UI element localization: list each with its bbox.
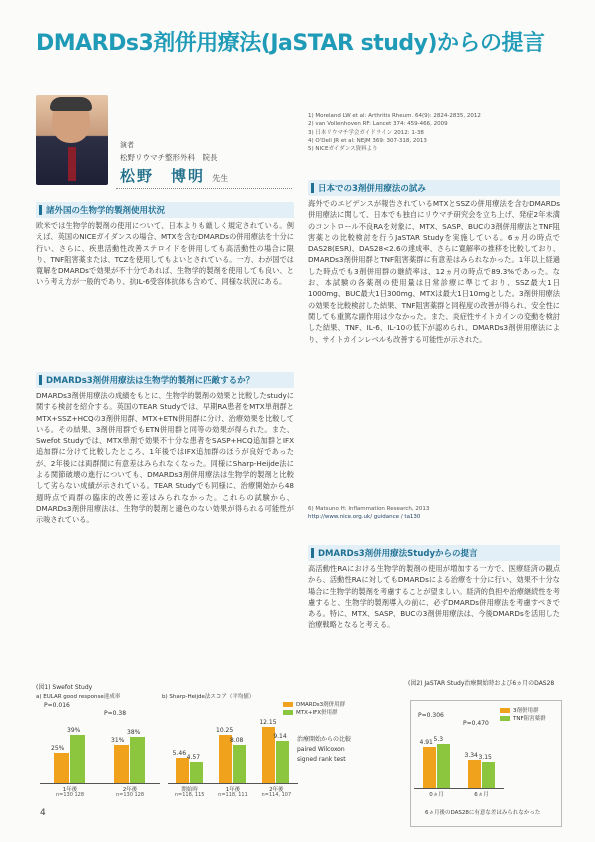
bar [114, 745, 129, 783]
section-body: 高活動性RAにおける生物学的製剤の使用が増加する一方で、医療経済の観点から、活動性RAに対してもDMARDsによる治療を十分に行い、効果不十分な場合に生物学的製剤を考慮することが望ましい。経済的負担や治療継続性を考慮すると、生物学的製剤導入の前に、必ずDMARDs併用療法を考慮すべきである。特に、MTX、SASP、BUCの3剤併用療法は、今後DMARDsを活用した治療戦略となると考える。 [308, 564, 560, 630]
x-axis [168, 783, 298, 784]
data-label: 3.15 [478, 753, 492, 761]
section-body: 海外でのエビデンスが報告されているMTXとSSZの併用療法を含むDMARDs併用療法に関して、日本でも独自にリウマチ研究会を立ち上げ、発症2年未満のコントロール不良RAを対象に、MTX、SASP、BUCの3剤併用療法とTNF阻害薬との比較検討を行うJaSTAR Studyを実施している。6ヵ月の時点でDAS28(ESR)、DAS28<2.6の達成率、さらに寛解率の推移を比較しており、DMARDs3剤併用群とTNF阻害薬群に有意差はみられなかった。1年以上経過した時点でも3剤併用群の継続率は、12ヵ月の時点で89.3%であった。なお、本試験の各薬剤の使用量は日常診療に準じており、SSZ最大1日1000mg、BUC最大1日300mg、MTXは最大1日10mgとした。3剤併用療法の効果を比較検討した結果、TNF阻害薬群と同程度の改善が得られ、安全性に関しても重篤な副作用は少なかった。また、炎症性サイトカインの変動を検討した結果、TNF、IL-6、IL-10の低下が認められ、DMARDs3剤併用療法により、サイトカインレベルも改善する可能性が示された。 [308, 199, 560, 344]
author-suffix: 先生 [212, 174, 229, 183]
fig2-legend [500, 706, 546, 722]
data-label: 4.57 [186, 753, 201, 761]
p-value-label: P=0.38 [104, 710, 127, 717]
bar [423, 747, 436, 788]
tick-note: n=130 128 [115, 792, 145, 798]
data-label: 5.46 [172, 749, 187, 757]
bar [233, 745, 246, 783]
legend-label: DMARDs3剤併用群 [296, 702, 346, 708]
fig1-sub-a: a) EULAR good response達成率 [36, 694, 121, 700]
data-label: 12.15 [259, 718, 277, 726]
reference-item: 6) Matsuno H: Inflammation Research, 2013 [308, 506, 430, 512]
page-title: DMARDs3剤併用療法(JaSTAR study)からの提言 [36, 31, 545, 56]
section-heading: 諸外国の生物学的製剤使用状況 [36, 202, 294, 218]
legend-item [500, 706, 546, 714]
fig1-sub-b: b) Sharp-Heijde法スコア（平均値） [162, 694, 255, 700]
fig1-caption: (図1) Swefot Study [36, 684, 93, 691]
author-name [120, 165, 228, 186]
references-extra [308, 505, 560, 522]
bar [190, 762, 203, 783]
chart-fig2 [414, 712, 504, 800]
reference-item: 1) Moreland LW et al: Arthritis Rheum. 64(9): 2824-2835, 2012 [308, 113, 481, 119]
data-label: 3.34 [464, 752, 478, 760]
bar [482, 762, 495, 788]
data-label: 4.91 [419, 739, 433, 747]
tick-label: 1年後 [225, 787, 241, 793]
tick-label: 0ヵ月 [429, 792, 444, 798]
tick-note: n=130 128 [55, 792, 85, 798]
author-photo [36, 95, 108, 185]
section-heading: DMARDs3剤併用療法Studyからの提言 [308, 545, 560, 561]
p-value-label: P=0.306 [418, 712, 444, 719]
tick-note: n=118, 115 [174, 792, 205, 798]
bar [130, 737, 145, 783]
bar [276, 741, 289, 783]
bar [437, 744, 450, 788]
tick-label: 6ヵ月 [474, 792, 489, 798]
bar [70, 735, 85, 783]
x-axis [414, 788, 504, 789]
p-value-label: P=0.470 [463, 720, 489, 727]
x-axis [40, 783, 160, 784]
tick-label: 2年後 [269, 787, 284, 793]
author-role: 演者 [120, 141, 134, 149]
reference-item: 3) 日本リウマチ学会ガイドライン 2012: 1-38 [308, 129, 424, 136]
reference-link[interactable]: http://www.nice.org.uk/ guidance / ta130 [308, 514, 421, 521]
author-affiliation: 松野リウマチ整形外科 院長 [120, 153, 218, 162]
fig2-footnote: 6ヵ月後のDAS28に有意な差はみられなかった [425, 810, 541, 816]
references [308, 112, 566, 153]
data-label: 8.08 [230, 737, 244, 745]
note-line: paired Wilcoxon [297, 746, 345, 753]
tick-label: 1年後 [62, 787, 78, 793]
reference-item: 2) van Vollenhoven RF: Lancet 374: 459-466, 2009 [308, 121, 448, 128]
tick-label: 2年後 [122, 787, 138, 793]
data-label: 25% [51, 744, 65, 752]
section-heading: DMARDs3剤併用療法は生物学的製剤に匹敵するか？ [36, 372, 294, 388]
legend-label: MTX+IFX併用群 [296, 710, 338, 716]
data-label: 9.14 [273, 732, 287, 740]
reference-item: 5) NICEガイダンス資料より [308, 146, 378, 153]
author-name-text: 松野 博明 [120, 167, 206, 185]
data-label: 10.25 [216, 727, 234, 735]
author-divider [116, 188, 292, 189]
data-label: 31% [111, 737, 125, 745]
note-line: signed rank test [297, 756, 346, 763]
page-number: 4 [40, 808, 46, 818]
bar [176, 758, 189, 783]
section-body: 欧米では生物学的製剤の使用について、日本よりも厳しく規定されている。例えば、英国のNICEガイダンスの場合、MTXを含むDMARDsの併用療法を十分に行い、さらに、疾患活動性改善ステロイドを併用しても高活動性の場合に限り、TNF阻害薬または、TCZを使用してもよいとされている。一方、わが国では寛解をDMARDsで効果が不十分であれば、生物学的製剤を使用しても良い、という考え方が一般的であり、抗IL-6受容体抗体も含めて、同様な状況にある。 [36, 221, 294, 287]
tick-note: n=118, 111 [218, 792, 248, 798]
note-line: 治療開始からの比較 [297, 736, 352, 743]
p-value-label: P=0.016 [44, 702, 70, 709]
chart-fig1a [40, 700, 160, 805]
legend-item [500, 714, 546, 722]
tick-note: n=114, 107 [261, 792, 292, 798]
bar [54, 753, 69, 784]
fig1-note [297, 735, 351, 765]
data-label: 39% [67, 727, 81, 735]
reference-item: 4) O'Dell JR et al: NEJM 369: 307-318, 2013 [308, 137, 427, 144]
fig2-caption: (図2) JaSTAR Study治療開始時および6ヵ月のDAS28 [408, 680, 555, 687]
section-heading: 日本での3剤併用療法の試み [308, 180, 560, 196]
bar [468, 760, 481, 788]
data-label: 5.3 [433, 736, 444, 744]
chart-fig1b [168, 700, 298, 805]
legend-label: 3剤併用群 [513, 708, 539, 714]
tick-label: 開始時 [181, 787, 198, 793]
data-label: 38% [127, 728, 141, 736]
legend-label: TNF阻害薬群 [513, 716, 546, 722]
section-body: DMARDs3剤併用療法の成績をもとに、生物学的製剤の効果と比較したstudyに関する検討を紹介する。英国のTEAR Studyでは、早期RA患者をMTX単剤群とMTX+SSZ+HCQの3剤併用群、MTX+ETN併用群に分け、治療効果を比較している。その結果、3剤併用群でもETN併用群と同等の効果が得られた。また、Swefot Studyでは、MTX単剤で効果不十分な患者をSASP+HCQ追加群とIFX追加群に分けて比較したところ、1年後ではIFX追加群のほうが良好であったが、2年後には両群間に有意差はみられなくなった。同様にSharp-Heijde法による関節破壊の進行についても、DMARDs3剤併用療法は生物学的製剤と比較して劣らない成績が示されている。TEAR Studyでも同様に、治療開始から48週時点で両群の臨床的改善に差はみられなかった。これらの試験から、DMARDs3剤併用療法は、生物学的製剤と遜色のない効果が得られる可能性が示唆されている。 [36, 391, 294, 525]
